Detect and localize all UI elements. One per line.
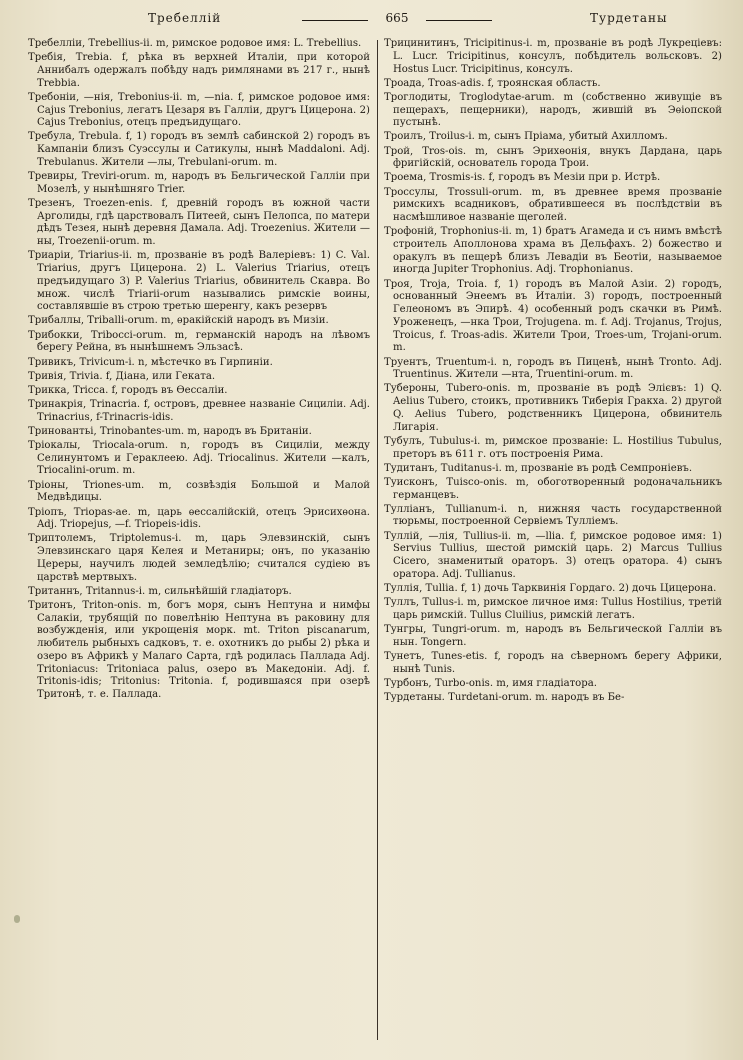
dictionary-entry: Троема, Trosmis-is. f, городъ въ Мезіи при р. Истрѣ. bbox=[384, 172, 661, 184]
dictionary-entry: Троглодиты, Troglodytae-arum. m (собственно живущіе въ пещерахъ, пещерники), народъ, жившій въ Эѳіопской пустынѣ. bbox=[384, 91, 722, 129]
dictionary-entry: Трицинитинъ, Tricipitinus-i. m, прозваніе въ родѣ Лукреціевъ: L. Lucr. Tricipitinus, консулъ, побѣдитель вольсковъ. 2) Hostus Lucr. Tricipitinus, консулъ. bbox=[384, 38, 722, 75]
dictionary-entry: Туллій, —лія, Tullius-ii. m, —llia. f, римское родовое имя: 1) Servius Tullius, шестой римскій царь. 2) Marcus Tullius Cicero, знаменитый ораторъ. 3) отецъ оратора. 4) сынъ оратора. Adj. Tullianus. bbox=[384, 530, 722, 580]
dictionary-entry: Триновантьі, Trinobantes-um. m, народъ въ Британіи. bbox=[28, 425, 312, 437]
dictionary-entry: Требула, Trebula. f, 1) городъ въ землѣ сабинской 2) городъ въ Кампаніи близъ Суэссулы и Сатикулы, нынѣ Maddaloni. Adj. Trebulanus. Жители —лы, Trebulani-orum. m. bbox=[28, 131, 370, 168]
dictionary-entry: Триаріи, Triarius-ii. m, прозваніе въ родѣ Валеріевъ: 1) C. Val. Triarius, другъ Цицерона. 2) L. Valerius Triarius, отецъ предъидущаго 3) P. Valerius Triarius, обвинитель Скавра. Во множ. числѣ Triarii-orum назывались римскіе воины, составлявшіе въ строю третью шеренгу, какъ резервъ bbox=[28, 250, 370, 313]
dictionary-entry: Тунгры, Tungri-orum. m, народъ въ Бельгической Галліи въ нын. Tongern. bbox=[384, 624, 722, 648]
dictionary-entry: Тританнъ, Tritannus-i. m, сильнѣйшій гладіаторъ. bbox=[28, 585, 292, 597]
dictionary-entry: Тривія, Trivia. f, Діана, или Геката. bbox=[28, 370, 216, 382]
dictionary-entry: Туллъ, Tullus-i. m, римское личное имя: Tullus Hostilius, третій царь римскій. Tullus Cluilius, римскій легатъ. bbox=[384, 597, 722, 621]
dictionary-entry: Тривикъ, Trivicum-i. n, мѣстечко въ Гирпиніи. bbox=[28, 356, 273, 368]
dictionary-entry: Трибаллы, Triballi-orum. m, ѳракійскій народъ въ Мизіи. bbox=[28, 315, 329, 327]
dictionary-entry: Троссулы, Trossuli-orum. m, въ древнее время прозваніе римскихъ всадниковъ, обратившееся въ послѣдствіи въ насмѣшливое названіе щеголей. bbox=[384, 186, 722, 224]
header-rule-right bbox=[426, 20, 492, 21]
column-divider bbox=[377, 40, 378, 1040]
dictionary-entry: Тубулъ, Tubulus-i. m, римское прозваніе: L. Hostilius Tubulus, преторъ въ 611 г. отъ построенія Рима. bbox=[384, 435, 722, 460]
page-header bbox=[30, 9, 720, 33]
right-column bbox=[384, 38, 722, 706]
dictionary-entry: Трикка, Tricca. f, городъ въ Ѳессаліи. bbox=[28, 384, 228, 396]
dictionary-entry: Тріопъ, Triopas-ae. m, царь ѳессалійскій, отецъ Эрисихѳона. Adj. Triopejus, —f. Triopeis-idis. bbox=[28, 506, 370, 531]
header-rule-left bbox=[302, 20, 368, 21]
dictionary-entry: Туисконъ, Tuisco-onis. m, обоготворенный родоначальникъ германцевъ. bbox=[384, 476, 722, 501]
ink-stain bbox=[14, 915, 20, 923]
dictionary-entry: Тудитанъ, Tuditanus-i. m, прозваніе въ родѣ Семпроніевъ. bbox=[384, 462, 693, 474]
left-column bbox=[28, 38, 370, 703]
dictionary-entry: Троада, Troas-adis. f, троянская область. bbox=[384, 77, 601, 89]
dictionary-entry: Триптолемъ, Triptolemus-i. m, царь Элевзинскій, сынъ Элевзинскаго царя Келея и Метаниры; онъ, по указанію Цереры, научилъ людей земледѣлію; считался судіею въ царствѣ мертвыхъ. bbox=[28, 533, 370, 583]
dictionary-entry: Трой, Tros-ois. m, сынъ Эрихѳонія, внукъ Дардана, царь фригійскій, основатель города Трои. bbox=[384, 145, 722, 170]
dictionary-entry: Тревиры, Treviri-orum. m, народъ въ Бельгической Галліи при Мозелѣ, у нынѣшняго Trier. bbox=[28, 171, 370, 195]
dictionary-entry: Тунетъ, Tunes-etis. f, городъ на сѣверномъ берегу Африки, нынѣ Tunis. bbox=[384, 650, 722, 675]
dictionary-entry: Турдетаны. Turdetani-orum. m. народъ въ Бе- bbox=[384, 691, 625, 703]
dictionary-entry: Туллія, Tullia. f, 1) дочь Тарквинія Гордаго. 2) дочь Цицерона. bbox=[384, 583, 717, 594]
dictionary-entry: Тубероны, Tubero-onis. m, прозваніе въ родѣ Элієвъ: 1) Q. Aelius Tubero, стоикъ, противникъ Тиберія Гракха. 2) другой Q. Aelius Tubero, родственникъ Цицерона, обвинитель Лигарія. bbox=[384, 383, 722, 433]
dictionary-entry: Тріокалы, Triocala-orum. n, городъ въ Сициліи, между Селинунтомъ и Гераклеею. Adj. Triocalinus. Жители —калъ, Triocalini-orum. m. bbox=[28, 439, 370, 477]
page-number: 665 bbox=[385, 11, 409, 25]
dictionary-entry: Турбонъ, Turbo-onis. m, имя гладіатора. bbox=[384, 677, 597, 689]
dictionary-entry: Трибокки, Tribocci-orum. m, германскій народъ на лѣвомъ берегу Рейна, въ нынѣшнемъ Эльзасѣ. bbox=[28, 329, 370, 354]
dictionary-entry: Требелліи, Trebellius-ii. m, римское родовое имя: L. Trebellius. bbox=[28, 38, 362, 49]
dictionary-entry: Тринакрія, Trinacria. f, островъ, древнее названіе Сициліи. Adj. Trinacrius, f-Trinacris-idis. bbox=[28, 398, 370, 423]
dictionary-entry: Трезенъ, Troezen-enis. f, древній городъ въ южной части Арголиды, гдѣ царствовалъ Питеей, сынъ Пелопса, по матери дѣдъ Тезея, нынѣ деревня Дамала. Adj. Troezenius. Жители —ны, Troezenii-orum. m. bbox=[28, 197, 370, 248]
dictionary-entry: Троилъ, Troilus-i. m, сынъ Пріама, убитый Ахилломъ. bbox=[384, 131, 668, 143]
dictionary-entry: Тритонъ, Triton-onis. m, богъ моря, сынъ Нептуна и нимфы Салакіи, трубящій по повелѣнію Нептуна въ раковину для возбужденія, или укрощенія морк. mt. Triton piscanarum, любитель рыбныхъ садковъ, т. е. охотникъ до рыбы 2) рѣка и озеро въ Африкѣ у Малаго Сарта, гдѣ родилась Паллада Adj. Tritoniacus: Tritoniaca palus, озеро въ Македоніи. Adj. f. Tritonis-idis; Tritonius: Tritonia. f, родившаяся при озерѣ Тритонѣ, т. е. Паллада. bbox=[28, 599, 370, 701]
running-head-left: Требеллій bbox=[148, 11, 222, 25]
dictionary-entry: Тулліанъ, Tullianum-i. n, нижняя часть государственной тюрьмы, построенной Сервіемъ Тулліемъ. bbox=[384, 503, 722, 528]
dictionary-entry: Трофоній, Trophonius-ii. m, 1) братъ Агамеда и съ нимъ вмѣстѣ строитель Аполлонова храма въ Дельфахъ. 2) божество и оракулъ въ пещерѣ близъ Левадіи въ Беотіи, называемое иногда Jupiter Trophonius. Adj. Trophonianus. bbox=[384, 226, 722, 276]
dictionary-entry: Троя, Troja, Troia. f, 1) городъ въ Малой Азіи. 2) городъ, основанный Энеемъ въ Италіи. 3) городъ, построенный Гелеономъ въ Эпирѣ. 4) особенный родъ скачки въ Римѣ. Уроженецъ, —нка Трои, Trojugena. m. f. Adj. Trojanus, Trojus, Troicus, f. Troas-adis. Жители Трои, Troes-um, Trojani-orum. m. bbox=[384, 278, 722, 354]
dictionary-entry: Требія, Trebia. f, рѣка въ верхней Италіи, при которой Аннибалъ одержалъ побѣду надъ римлянами въ 217 г., нынѣ Trebbia. bbox=[28, 52, 370, 89]
dictionary-entry: Требоніи, —нія, Trebonius-ii. m, —nia. f, римское родовое имя: Cajus Trebonius, легатъ Цезаря въ Галліи, другъ Цицерона. 2) Cajus Trebonius, отецъ предъидущаго. bbox=[28, 91, 370, 129]
dictionary-entry: Труентъ, Truentum-i. n, городъ въ Пиценѣ, нынѣ Tronto. Adj. Truentinus. Жители —нта, Truentini-orum. m. bbox=[384, 356, 722, 381]
dictionary-entry: Тріоны, Triones-um. m, созвѣздія Большой и Малой Медвѣдицы. bbox=[28, 479, 370, 504]
running-head-right: Турдетаны bbox=[590, 11, 668, 25]
